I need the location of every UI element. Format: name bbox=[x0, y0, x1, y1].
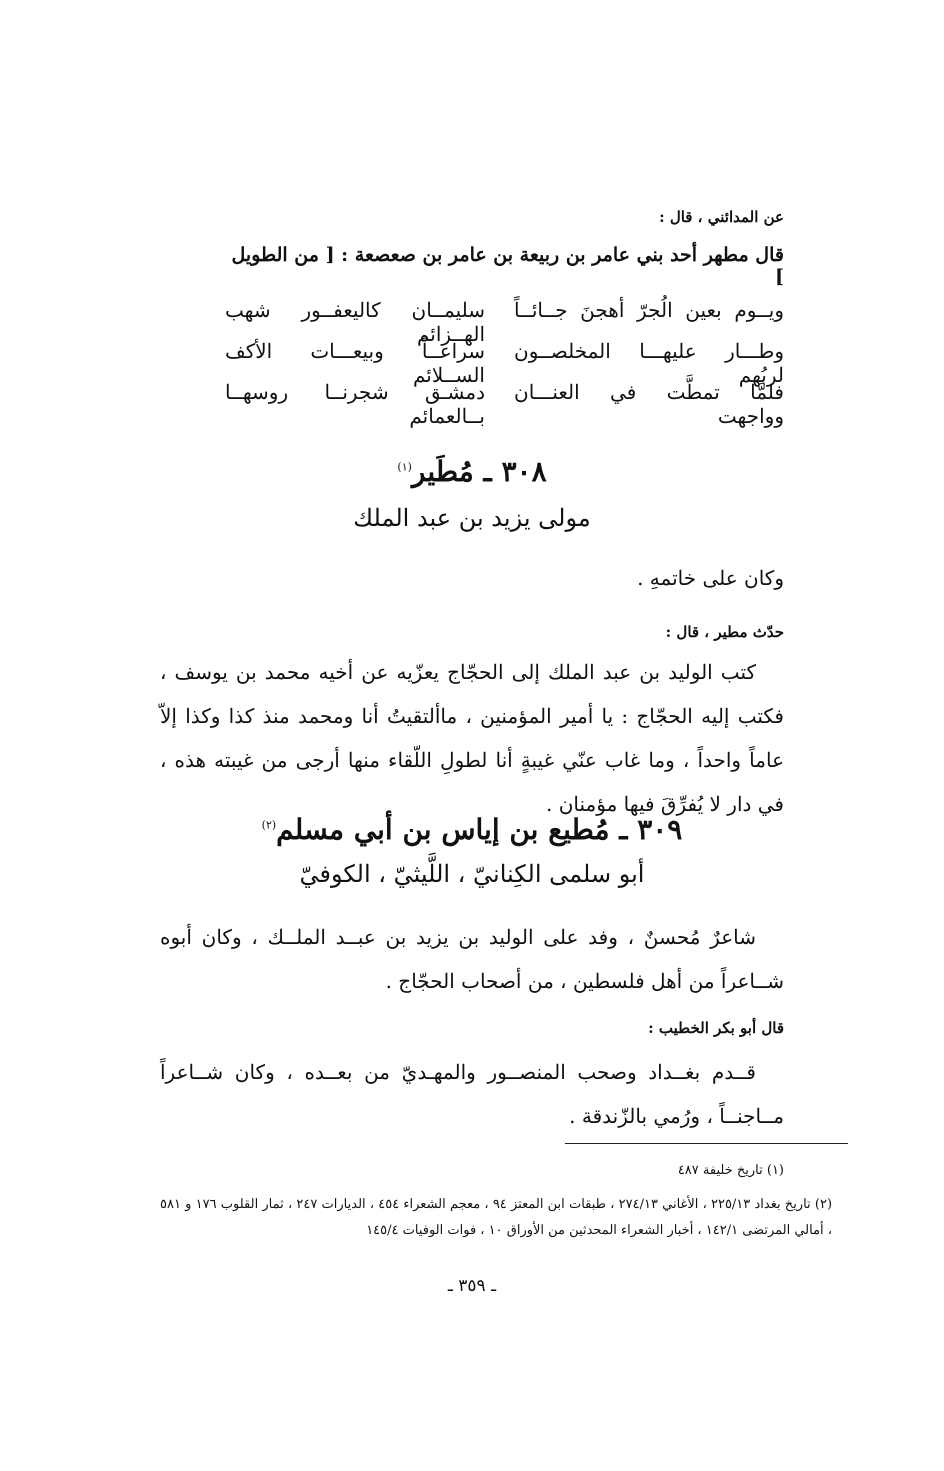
entry-title-text: ٣٠٩ ـ مُطيع بن إياس بن أبي مسلم bbox=[276, 813, 683, 846]
verse-3 bbox=[200, 380, 784, 428]
footnote-1: (١) تاريخ خليفة ٤٨٧ bbox=[677, 1163, 784, 1178]
entry-title-text: ٣٠٨ ـ مُطَير bbox=[411, 455, 547, 488]
verse-1 bbox=[200, 298, 784, 346]
verse-hemistich-first: فلمَّا تمطَّت في العنـــان وواجهت bbox=[514, 380, 784, 428]
narration-line: عن المدائني ، قال : bbox=[659, 208, 784, 226]
entry-309-khatib-paragraph: قــدم بغــداد وصحب المنصــور والمهـديّ من بعــده ، وكان شــاعراً مــاجنــاً ، ورُمي بالزّندقة . bbox=[160, 1060, 784, 1128]
verse-hemistich-second: سليمــان كاليعفــور شهب الهــزائم bbox=[225, 298, 485, 346]
entry-308-narrator: حدّث مطير ، قال : bbox=[665, 623, 784, 641]
verse-hemistich-second: سراعــاً وبيعـــات الأكف الســلائم bbox=[225, 339, 485, 387]
entry-309-khatib-label: قال أبو بكر الخطيب : bbox=[648, 1019, 784, 1037]
page-number: ـ ٣٥٩ ـ bbox=[447, 1276, 497, 1296]
entry-308-title bbox=[0, 455, 944, 488]
entry-309-paragraph: شاعرٌ مُحسنٌ ، وفد على الوليد بن يزيد بن عبــد الملــك ، وكان أبوه شــاعراً من أهل فلسطين ، من أصحاب الحجّاج . bbox=[160, 925, 784, 993]
footnote-marker: (١) bbox=[397, 460, 412, 474]
poem-intro: قال مطهر أحد بني عامر بن ربيعة بن عامر بن صعصعة : [ من الطويل ] bbox=[231, 244, 784, 288]
entry-308-paragraph: كتب الوليد بن عبد الملك إلى الحجّاج يعزّيه عن أخيه محمد بن يوسف ، فكتب إليه الحجّاج : يا أمير المؤمنين ، ماألتقيتُ أنا ومحمد منذ كذا وكذا إلاّ عاماً واحداً ، وما غاب عنّي غيبةٍ أنا لطولِ اللّقاء منها أرجى من غيبته هذه ، في دار لا يُفرِّقَ فيها مؤمنان . bbox=[160, 660, 784, 816]
verse-hemistich-first: ويــوم بعين الُجرّ أهجنَ جــائــاً bbox=[514, 298, 784, 322]
footnote-marker: (٢) bbox=[261, 818, 277, 832]
entry-309-subtitle: أبو سلمى الكِنانيّ ، اللَّيثيّ ، الكوفيّ bbox=[299, 860, 645, 888]
verse-2 bbox=[200, 339, 784, 387]
footnote-rule bbox=[565, 1143, 848, 1144]
entry-308-subtitle: مولى يزيد بن عبد الملك bbox=[353, 504, 591, 532]
verse-hemistich-second: دمشـق شجرنــا روسهــا بــالعمائم bbox=[225, 380, 485, 428]
verse-hemistich-first: وطـــار عليهـــا المخلصــون لربُهم bbox=[514, 339, 784, 387]
entry-309-title bbox=[0, 813, 944, 846]
footnote-2: (٢) تاريخ بغداد ٢٢٥/١٣ ، الأغاني ٢٧٤/١٣ ، طبقات ابن المعتز ٩٤ ، معجم الشعراء ٤٥٤ ، الديارات ٢٤٧ ، ثمار القلوب ١٧٦ و ٥٨١ ، أمالي المرتضى ١٤٢/١ ، أخبار الشعراء المحدثين من الأوراق ١٠ ، فوات الوفيات ١٤٥/٤ bbox=[160, 1197, 833, 1238]
entry-308-line: وكان على خاتمهِ . bbox=[637, 566, 784, 590]
